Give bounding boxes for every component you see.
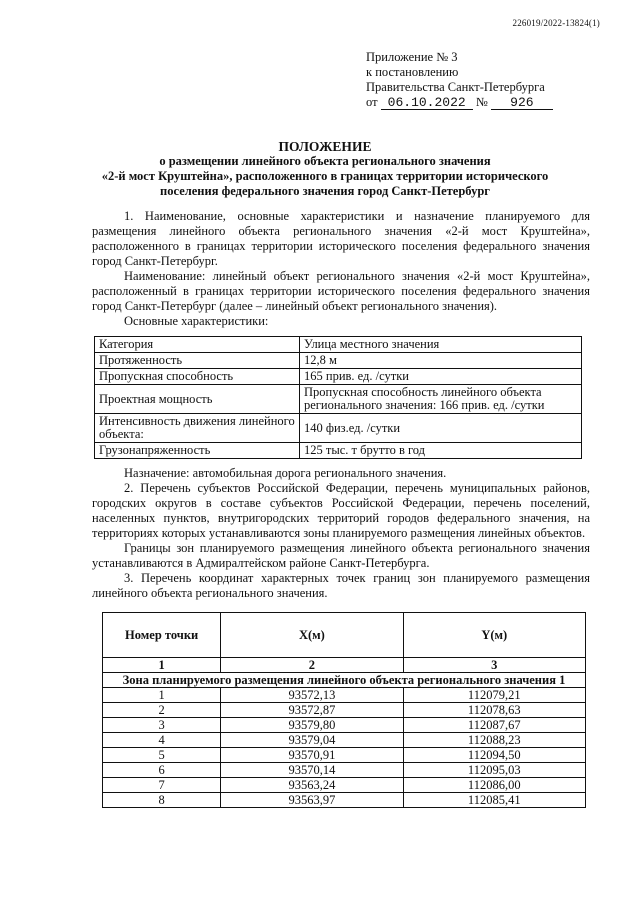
point-x: 93570,14 [221,763,403,778]
point-number: 7 [103,778,221,793]
point-number: 5 [103,748,221,763]
table-row [103,748,586,763]
table-row [95,369,582,385]
point-y: 112086,00 [403,778,585,793]
table-row [103,778,586,793]
appendix-date-line [366,95,596,110]
title-line-1: о размещении линейного объекта регионального значения [159,154,491,168]
point-y: 112078,63 [403,703,585,718]
char-value: 165 прив. ед. /сутки [300,369,582,385]
column-number: 1 [103,658,221,673]
document-body [92,209,590,808]
point-x: 93563,24 [221,778,403,793]
char-value: Улица местного значения [300,337,582,353]
char-key: Проектная мощность [95,385,300,414]
point-x: 93563,97 [221,793,403,808]
char-value: 125 тыс. т брутто в год [300,443,582,459]
table-row [103,763,586,778]
point-y: 112095,03 [403,763,585,778]
decree-date: 06.10.2022 [381,96,473,110]
point-x: 93579,80 [221,718,403,733]
coordinates-table [102,612,586,808]
char-key: Протяженность [95,353,300,369]
column-number: 3 [403,658,585,673]
point-x: 93579,04 [221,733,403,748]
appendix-line-3: Правительства Санкт-Петербурга [366,80,545,94]
zone-label: Зона планируемого размещения линейного объекта регионального значения 1 [103,673,586,688]
appendix-block [366,50,596,110]
point-number: 4 [103,733,221,748]
point-number: 3 [103,718,221,733]
title-heading: ПОЛОЖЕНИЕ [278,139,372,154]
char-value: 140 физ.ед. /сутки [300,414,582,443]
point-y: 112087,67 [403,718,585,733]
appendix-line-1: Приложение № 3 [366,50,458,64]
char-key: Пропускная способность [95,369,300,385]
column-number-row [103,658,586,673]
header-x: X(м) [221,613,403,658]
decree-number: 926 [491,96,553,110]
paragraph-1: 1. Наименование, основные характеристики и назначение планируемого для размещения линейного объекта регионального значения «2-й мост Круштейна», расположенного в границах территории исторического поселения федерального значения город Санкт-Петербург. [92,209,590,268]
header-point-number: Номер точки [103,613,221,658]
column-number: 2 [221,658,403,673]
paragraph-5: 2. Перечень субъектов Российской Федерации, перечень муниципальных районов, городских округов в составе субъектов Российской Федерации, перечень поселений, населенных пунктов, внутригородских территорий городов федерального значения, на территориях которых устанавливаются зоны планируемого размещения линейных объектов. [92,481,590,540]
paragraph-7: 3. Перечень координат характерных точек границ зон планируемого размещения линейного объекта регионального значения. [92,571,590,600]
paragraph-3: Основные характеристики: [124,314,269,328]
characteristics-table [94,336,582,459]
point-y: 112085,41 [403,793,585,808]
char-key: Грузонапряженность [95,443,300,459]
from-label: от [366,95,378,109]
point-number: 1 [103,688,221,703]
char-key: Категория [95,337,300,353]
table-row [103,718,586,733]
table-row [95,443,582,459]
table-row [95,337,582,353]
number-label: № [475,95,488,109]
paragraph-2: Наименование: линейный объект регионального значения «2-й мост Круштейна», расположенный в границах территории исторического поселения федерального значения город Санкт-Петербург (далее – линейный объект регионального значения). [92,269,590,313]
table-row [103,793,586,808]
header-y: Y(м) [403,613,585,658]
appendix-line-2: к постановлению [366,65,459,79]
char-value: Пропускная способность линейного объекта регионального значения: 166 прив. ед. /сутки [300,385,582,414]
point-x: 93572,87 [221,703,403,718]
table-row [95,353,582,369]
point-y: 112094,50 [403,748,585,763]
point-number: 6 [103,763,221,778]
point-y: 112079,21 [403,688,585,703]
document-number: 226019/2022-13824(1) [512,18,600,28]
point-x: 93572,13 [221,688,403,703]
table-row [103,703,586,718]
table-row [103,688,586,703]
table-row [95,414,582,443]
point-x: 93570,91 [221,748,403,763]
table-row [95,385,582,414]
table-row [103,733,586,748]
point-y: 112088,23 [403,733,585,748]
title-line-2: «2-й мост Круштейна», расположенного в границах территории исторического [101,169,549,183]
char-key: Интенсивность движения линейного объекта: [95,414,300,443]
paragraph-4: Назначение: автомобильная дорога регионального значения. [124,466,447,480]
point-number: 8 [103,793,221,808]
point-number: 2 [103,703,221,718]
document-title [60,139,590,199]
paragraph-6: Границы зон планируемого размещения линейного объекта регионального значения устанавливаются в Адмиралтейском районе Санкт-Петербурга. [92,541,590,570]
title-line-3: поселения федерального значения город Санкт-Петербург [160,184,490,198]
zone-row [103,673,586,688]
header-row [103,613,586,658]
char-value: 12,8 м [300,353,582,369]
